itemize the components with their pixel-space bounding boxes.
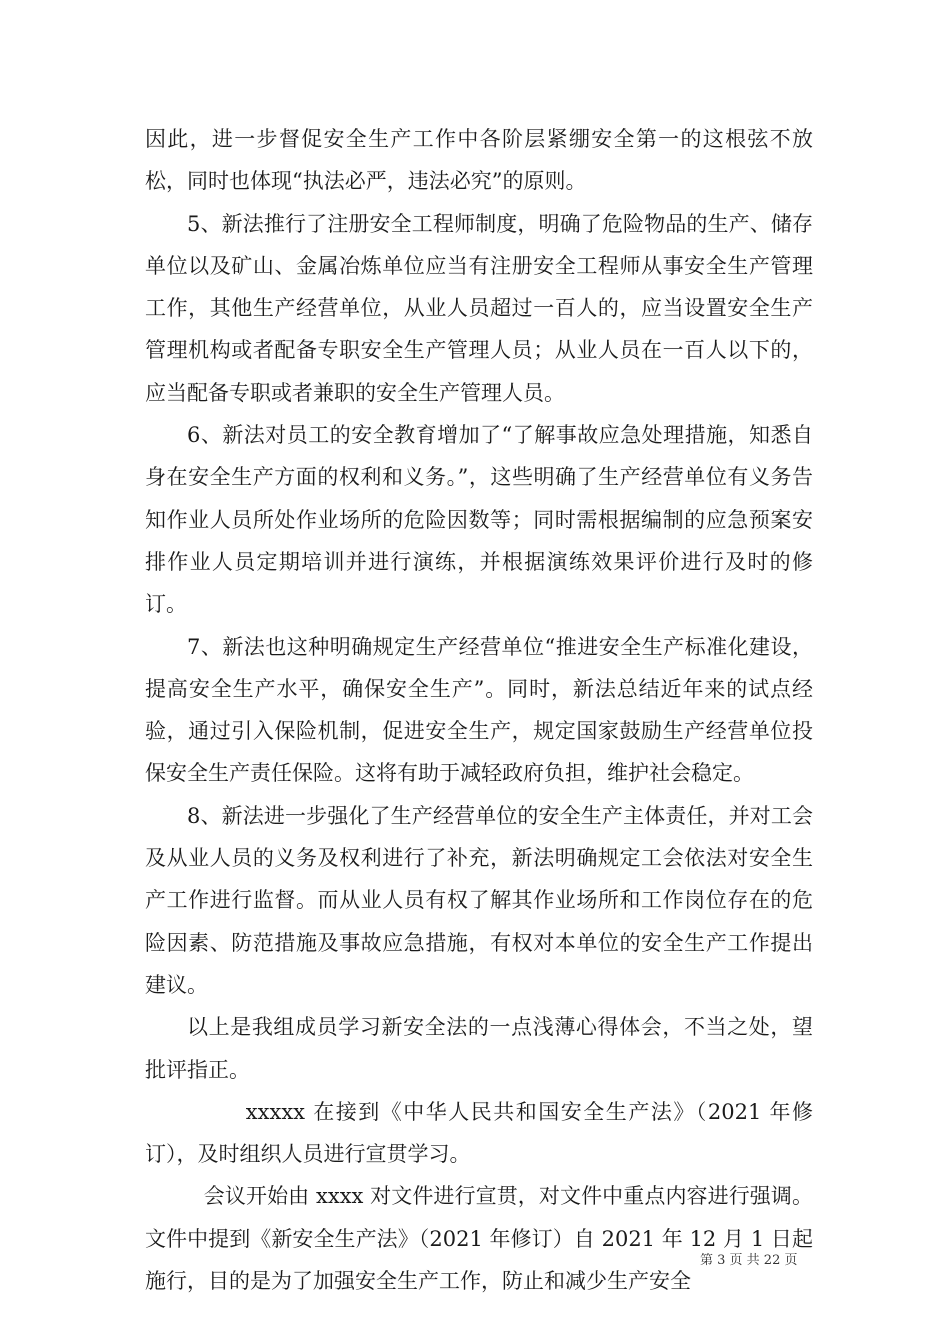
paragraph-item-7: 7、新法也这种明确规定生产经营单位“推进安全生产标准化建设，提高安全生产水平，确保安全生产”。同时，新法总结近年来的试点经验，通过引入保险机制，促进安全生产，规定国家鼓励生产经营单位投保安全生产责任保险。这将有助于减轻政府负担，维护社会稳定。 xyxy=(145,634,813,786)
page-number: 第 3 页 共 22 页 xyxy=(700,1253,798,1268)
paragraph-organization: xxxxx 在接到《中华人民共和国安全生产法》（2021 年修订），及时组织人员进行宣贯学习。 xyxy=(145,1099,813,1167)
paragraph-item-8: 8、新法进一步强化了生产经营单位的安全生产主体责任，并对工会及从业人员的义务及权利进行了补充，新法明确规定工会依法对安全生产工作进行监督。而从业人员有权了解其作业场所和工作岗位存在的危险因素、防范措施及事故应急措施，有权对本单位的安全生产工作提出建议。 xyxy=(145,803,813,997)
paragraph-conclusion: 以上是我组成员学习新安全法的一点浅薄心得体会，不当之处，望批评指正。 xyxy=(145,1015,813,1082)
paragraph-continuation: 因此，进一步督促安全生产工作中各阶层紧绷安全第一的这根弦不放松，同时也体现“执法必严，违法必究”的原则。 xyxy=(145,127,813,194)
paragraph-item-6: 6、新法对员工的安全教育增加了“了解事故应急处理措施，知悉自身在安全生产方面的权利和义务。”，这些明确了生产经营单位有义务告知作业人员所处作业场所的危险因数等；同时需根据编制的应急预案安排作业人员定期培训并进行演练，并根据演练效果评价进行及时的修订。 xyxy=(145,423,813,617)
paragraph-meeting: 会议开始由 xxxx 对文件进行宣贯，对文件中重点内容进行强调。文件中提到《新安全生产法》（2021 年修订）自 2021 年 12 月 1 日起施行，目的是为了加强安全生产工作，防止和减少生产安全 xyxy=(145,1184,813,1294)
document-body xyxy=(145,118,813,1302)
paragraph-item-5: 5、新法推行了注册安全工程师制度，明确了危险物品的生产、储存单位以及矿山、金属冶炼单位应当有注册安全工程师从事安全生产管理工作，其他生产经营单位，从业人员超过一百人的，应当设置安全生产管理机构或者配备专职安全生产管理人员；从业人员在一百人以下的，应当配备专职或者兼职的安全生产管理人员。 xyxy=(145,211,813,405)
